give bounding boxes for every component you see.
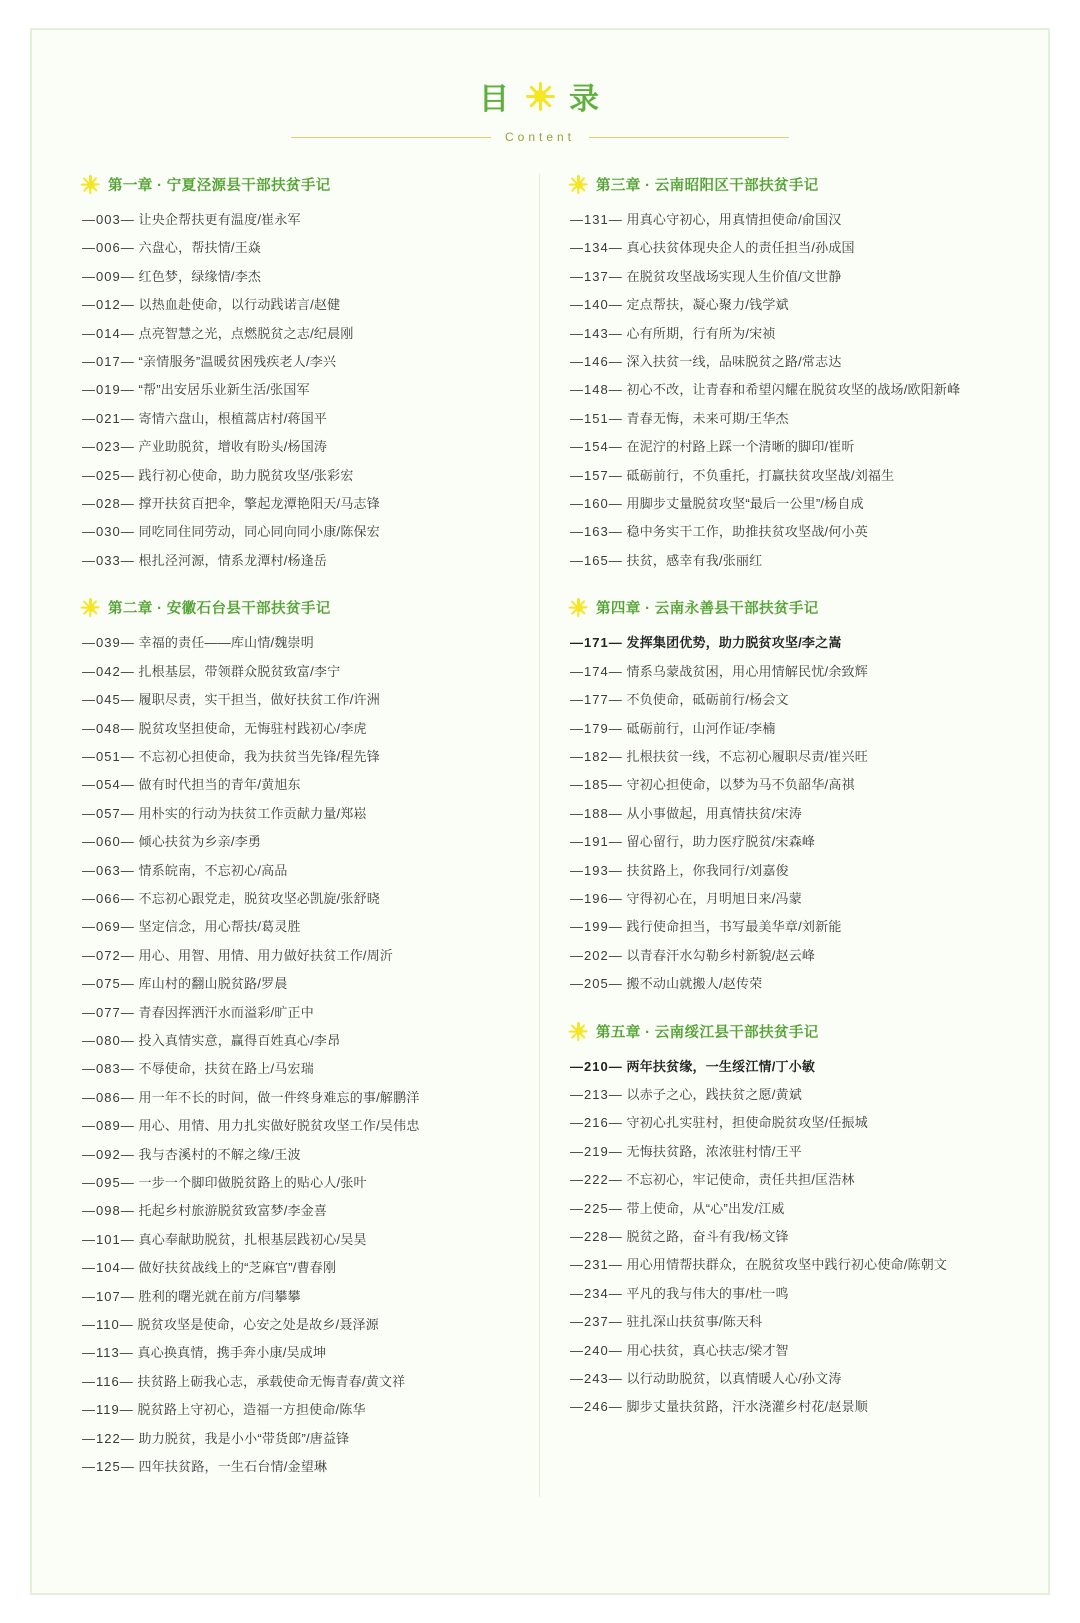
- toc-entry[interactable]: [570, 629, 998, 657]
- toc-entry-page: —021—: [82, 410, 135, 426]
- toc-entry-title: 用真心守初心，用真情担使命/俞国汉: [622, 212, 842, 227]
- toc-entry-page: —030—: [82, 524, 135, 540]
- chapter-block: [82, 597, 513, 1481]
- toc-entry[interactable]: [570, 320, 998, 348]
- toc-entry-title: 不负使命，砥砺前行/杨会文: [622, 692, 789, 708]
- toc-entry[interactable]: [82, 743, 513, 771]
- toc-entry-title: 用脚步丈量脱贫攻坚“最后一公里”/杨自成: [622, 496, 864, 512]
- toc-entry-page: —157—: [570, 467, 623, 483]
- toc-entry[interactable]: [82, 462, 513, 490]
- toc-entry-title: 在脱贫攻坚战场实现人生价值/文世静: [622, 268, 842, 284]
- toc-entry-title: 根扎泾河源，情系龙潭村/杨逢岳: [134, 552, 328, 568]
- toc-entry-page: —051—: [82, 748, 135, 764]
- toc-entry-page: —165—: [570, 552, 623, 568]
- toc-entry-page: —054—: [82, 777, 135, 793]
- toc-entry-page: —025—: [82, 467, 135, 483]
- toc-entry-page: —225—: [570, 1200, 623, 1216]
- toc-entry-title: 带上使命，从“心”出发/江威: [622, 1200, 785, 1216]
- toc-entry-page: —089—: [82, 1118, 135, 1134]
- toc-entry-title: 情系乌蒙战贫困，用心用情解民忧/余致辉: [622, 663, 868, 679]
- toc-entry[interactable]: [570, 800, 998, 828]
- toc-entry-page: —171—: [570, 635, 623, 651]
- toc-entry-title: 扎根基层，带领群众脱贫致富/李宁: [134, 663, 341, 679]
- toc-entry[interactable]: [570, 1109, 998, 1137]
- toc-entry[interactable]: [82, 490, 513, 518]
- toc-entry-page: —196—: [570, 890, 623, 906]
- toc-entry-page: —231—: [570, 1257, 623, 1273]
- toc-entry-title: 做有时代担当的青年/黄旭东: [134, 777, 301, 793]
- toc-entry[interactable]: [570, 1053, 998, 1081]
- toc-entry-page: —216—: [570, 1115, 623, 1131]
- toc-entry[interactable]: [570, 462, 998, 490]
- toc-entry[interactable]: [82, 1197, 513, 1225]
- toc-entry-title: 用一年不长的时间，做一件终身难忘的事/解鹏洋: [134, 1089, 420, 1105]
- toc-entry-page: —174—: [570, 663, 623, 679]
- toc-entry-page: —182—: [570, 748, 623, 764]
- chapter-title: 第一章 · 宁夏泾源县干部扶贫手记: [108, 178, 331, 194]
- toc-entry[interactable]: [82, 1141, 513, 1169]
- toc-entry-page: —199—: [570, 919, 623, 935]
- toc-entry-title: 不忘初心跟党走，脱贫攻坚必凯旋/张舒晓: [134, 890, 380, 906]
- chapter-heading[interactable]: [82, 174, 513, 195]
- content-frame: [30, 28, 1050, 1595]
- toc-entry-title: 无悔扶贫路，浓浓驻村情/王平: [622, 1143, 802, 1159]
- toc-entry[interactable]: [82, 320, 513, 348]
- toc-entry[interactable]: [570, 291, 998, 319]
- toc-entry-title: 践行初心使命，助力脱贫攻坚/张彩宏: [134, 467, 354, 483]
- toc-entry-page: —177—: [570, 692, 623, 708]
- toc-entry-page: —202—: [570, 947, 623, 963]
- toc-entry-title: 扶贫路上砺我心志，承载使命无悔青春/黄文祥: [133, 1373, 406, 1389]
- toc-entry-page: —023—: [82, 439, 135, 455]
- toc-entry-title: 撑开扶贫百把伞，擎起龙潭艳阳天/马志锋: [134, 496, 380, 512]
- chapter-heading[interactable]: [570, 597, 998, 618]
- toc-entry-title: 扶贫路上，你我同行/刘嘉俊: [622, 862, 789, 878]
- toc-entry-title: 以青春汗水勾勒乡村新貌/赵云峰: [622, 947, 816, 963]
- toc-entry-page: —017—: [82, 354, 135, 370]
- toc-entry-title: 砥砺前行，山河作证/李楠: [622, 720, 776, 736]
- toc-entry-title: 用心、用情、用力扎实做好脱贫攻坚工作/吴伟忠: [134, 1118, 420, 1134]
- toc-entry[interactable]: [82, 1396, 513, 1424]
- toc-entry[interactable]: [570, 857, 998, 885]
- toc-entry-page: —110—: [82, 1317, 134, 1333]
- toc-entry-page: —092—: [82, 1146, 135, 1162]
- toc-entry-title: 守初心担使命，以梦为马不负韶华/高祺: [622, 777, 855, 793]
- toc-entry-title: 用心扶贫，真心扶志/梁才智: [622, 1342, 789, 1358]
- toc-entry[interactable]: [570, 715, 998, 743]
- toc-entry-title: “帮”出安居乐业新生活/张国军: [134, 382, 310, 398]
- chapter-block: [570, 174, 998, 575]
- toc-entry[interactable]: [82, 1112, 513, 1140]
- toc-entry-title: 脱贫之路，奋斗有我/杨文锋: [622, 1229, 789, 1244]
- toc-entry[interactable]: [570, 1393, 998, 1421]
- toc-entry[interactable]: [570, 828, 998, 856]
- toc-entry-page: —003—: [82, 212, 135, 227]
- chapter-heading[interactable]: [570, 1021, 998, 1042]
- toc-column-left: [82, 174, 540, 1497]
- chapter-block: [570, 597, 998, 998]
- toc-entry-page: —151—: [570, 410, 623, 426]
- toc-entry-page: —012—: [82, 297, 135, 313]
- toc-entry[interactable]: [570, 970, 998, 998]
- toc-entry-page: —063—: [82, 862, 135, 878]
- toc-entry-page: —222—: [570, 1172, 623, 1188]
- chapter-title: 第五章 · 云南绥江县干部扶贫手记: [596, 1024, 819, 1041]
- toc-entry-page: —188—: [570, 805, 623, 821]
- toc-entry[interactable]: [82, 433, 513, 461]
- toc-entry[interactable]: [82, 913, 513, 941]
- toc-entry-page: —095—: [82, 1175, 135, 1190]
- toc-entry-page: —163—: [570, 524, 623, 540]
- toc-entry[interactable]: [82, 970, 513, 998]
- sun-icon: [570, 1023, 587, 1040]
- toc-entry-page: —193—: [570, 862, 623, 878]
- toc-entry-title: 我与杏溪村的不解之缘/王波: [134, 1146, 301, 1162]
- toc-entry[interactable]: [82, 1254, 513, 1282]
- sun-icon: [570, 176, 587, 193]
- toc-entry[interactable]: [570, 771, 998, 799]
- toc-entry[interactable]: [570, 743, 998, 771]
- toc-entry-page: —028—: [82, 496, 135, 512]
- toc-entry[interactable]: [82, 1453, 513, 1481]
- toc-entry-page: —213—: [570, 1086, 623, 1102]
- toc-entry-title: 真心扶贫体现央企人的责任担当/孙成国: [622, 240, 855, 256]
- toc-entry[interactable]: [570, 942, 998, 970]
- toc-entry-page: —143—: [570, 325, 623, 341]
- toc-entry-page: —148—: [570, 382, 623, 398]
- toc-entry-page: —228—: [570, 1229, 623, 1244]
- toc-entry[interactable]: [570, 1337, 998, 1365]
- toc-entry-title: 让央企帮扶更有温度/崔永军: [134, 212, 301, 227]
- toc-entry[interactable]: [82, 658, 513, 686]
- toc-entry-page: —107—: [82, 1288, 135, 1304]
- title-char-right: 录: [569, 83, 601, 116]
- toc-entry-title: “亲情服务”温暖贫困残疾老人/李兴: [134, 354, 337, 370]
- toc-entry-page: —098—: [82, 1203, 135, 1219]
- toc-entry[interactable]: [570, 1223, 998, 1251]
- toc-entry[interactable]: [570, 518, 998, 546]
- toc-entry-page: —219—: [570, 1143, 623, 1159]
- toc-entry[interactable]: [82, 234, 513, 262]
- toc-entry-page: —083—: [82, 1061, 135, 1077]
- toc-entry[interactable]: [82, 1027, 513, 1055]
- toc-entry-page: —246—: [570, 1399, 623, 1415]
- toc-entry[interactable]: [570, 1195, 998, 1223]
- toc-entry[interactable]: [570, 1081, 998, 1109]
- chapter-heading[interactable]: [82, 597, 513, 618]
- divider-right: [589, 137, 789, 138]
- toc-entry[interactable]: [82, 828, 513, 856]
- toc-entry-page: —146—: [570, 354, 623, 370]
- toc-entry[interactable]: [82, 771, 513, 799]
- toc-entry[interactable]: [570, 405, 998, 433]
- toc-entry[interactable]: [82, 1084, 513, 1112]
- toc-entry-page: —160—: [570, 496, 623, 512]
- toc-entry-title: 从小事做起，用真情扶贫/宋涛: [622, 805, 802, 821]
- toc-entry-page: —234—: [570, 1285, 623, 1301]
- toc-entry-page: —080—: [82, 1032, 135, 1048]
- sun-icon: [527, 83, 553, 109]
- toc-entry-title: 脚步丈量扶贫路，汗水浇灌乡村花/赵景顺: [622, 1399, 868, 1415]
- toc-entry-title: 一步一个脚印做脱贫路上的贴心人/张叶: [134, 1175, 367, 1190]
- toc-entry-page: —113—: [82, 1345, 134, 1361]
- toc-entry-page: —006—: [82, 240, 135, 256]
- toc-entry-title: 红色梦，绿缘情/李杰: [134, 268, 262, 284]
- toc-entry-page: —042—: [82, 663, 135, 679]
- toc-entry-page: —072—: [82, 947, 135, 963]
- toc-entry[interactable]: [570, 885, 998, 913]
- toc-entry[interactable]: [82, 800, 513, 828]
- toc-entry-title: 驻扎深山扶贫事/陈天科: [622, 1314, 763, 1330]
- toc-entry-title: 真心奉献助脱贫，扎根基层践初心/吴昊: [134, 1231, 367, 1247]
- toc-entry[interactable]: [570, 348, 998, 376]
- toc-entry[interactable]: [82, 1368, 513, 1396]
- toc-entry-title: 不辱使命，扶贫在路上/马宏瑞: [134, 1061, 314, 1077]
- toc-entry-title: 脱贫攻坚担使命，无悔驻村践初心/李虎: [134, 720, 367, 736]
- toc-entry-page: —075—: [82, 976, 135, 992]
- toc-entry[interactable]: [82, 999, 513, 1027]
- page-title: [66, 74, 1014, 118]
- toc-entry[interactable]: [570, 1251, 998, 1279]
- toc-entry-title: 践行使命担当，书写最美华章/刘新能: [622, 919, 842, 935]
- sun-icon: [82, 599, 99, 616]
- toc-entry-page: —077—: [82, 1004, 135, 1020]
- toc-entry[interactable]: [82, 1283, 513, 1311]
- toc-entry[interactable]: [82, 1339, 513, 1367]
- toc-column-right: [540, 174, 998, 1497]
- toc-entry-title: 搬不动山就搬人/赵传荣: [622, 976, 763, 992]
- toc-entry-page: —191—: [570, 834, 623, 850]
- toc-entry-title: 定点帮扶，凝心聚力/钱学斌: [622, 297, 789, 313]
- toc-entry-title: 做好扶贫战线上的“芝麻官”/曹春刚: [134, 1260, 337, 1276]
- toc-entry[interactable]: [570, 1280, 998, 1308]
- toc-entry[interactable]: [570, 1365, 998, 1393]
- toc-entry-title: 扎根扶贫一线，不忘初心履职尽责/崔兴旺: [622, 748, 868, 764]
- toc-entry-title: 心有所期，行有所为/宋祯: [622, 325, 776, 341]
- toc-entry-page: —125—: [82, 1459, 135, 1475]
- toc-entry-title: 真心换真情，携手奔小康/吴成坤: [133, 1345, 327, 1361]
- toc-entry[interactable]: [82, 885, 513, 913]
- toc-entry-page: —122—: [82, 1430, 135, 1446]
- chapter-block: [82, 174, 513, 575]
- toc-entry-page: —119—: [82, 1402, 134, 1418]
- title-char-left: 目: [479, 83, 511, 116]
- toc-entry-page: —104—: [82, 1260, 135, 1276]
- toc-columns: [66, 174, 1014, 1497]
- toc-entry-title: 在泥泞的村路上踩一个清晰的脚印/崔昕: [622, 439, 855, 455]
- toc-entry-title: 以热血赴使命，以行动践诺言/赵健: [134, 297, 341, 313]
- toc-entry-title: 扶贫，感幸有我/张丽红: [622, 552, 763, 568]
- toc-entry[interactable]: [82, 1311, 513, 1339]
- chapter-block: [570, 1021, 998, 1422]
- toc-entry[interactable]: [82, 405, 513, 433]
- toc-entry-title: 投入真情实意，赢得百姓真心/李昂: [134, 1032, 341, 1048]
- toc-entry[interactable]: [570, 206, 998, 234]
- toc-entry[interactable]: [82, 1169, 513, 1197]
- toc-entry-page: —048—: [82, 720, 135, 736]
- chapter-title: 第二章 · 安徽石台县干部扶贫手记: [108, 601, 331, 618]
- toc-entry-title: 倾心扶贫为乡亲/李勇: [134, 834, 262, 850]
- toc-entry[interactable]: [570, 1138, 998, 1166]
- toc-entry[interactable]: [82, 291, 513, 319]
- toc-entry[interactable]: [82, 348, 513, 376]
- toc-entry[interactable]: [82, 629, 513, 657]
- toc-entry-page: —140—: [570, 297, 623, 313]
- subtitle-row: [66, 130, 1014, 144]
- toc-entry-title: 情系皖南，不忘初心/高品: [134, 862, 288, 878]
- toc-entry[interactable]: [570, 1308, 998, 1336]
- toc-entry[interactable]: [82, 1226, 513, 1254]
- toc-entry-title: 用朴实的行动为扶贫工作贡献力量/郑崧: [134, 805, 367, 821]
- toc-entry-page: —240—: [570, 1342, 623, 1358]
- toc-entry-title: 寄情六盘山，根植蒿店村/蒋国平: [134, 410, 328, 426]
- toc-entry[interactable]: [82, 1055, 513, 1083]
- toc-entry-title: 坚定信念，用心帮扶/葛灵胜: [134, 919, 301, 935]
- toc-entry-title: 青春因挥洒汗水而溢彩/旷正中: [134, 1004, 314, 1020]
- toc-entry[interactable]: [570, 490, 998, 518]
- toc-entry[interactable]: [570, 913, 998, 941]
- subtitle-label: Content: [504, 130, 576, 144]
- toc-entry-title: 产业助脱贫，增收有盼头/杨国涛: [134, 439, 328, 455]
- toc-entry[interactable]: [82, 1425, 513, 1453]
- toc-entry-title: 留心留行，助力医疗脱贫/宋森峰: [622, 834, 816, 850]
- toc-entry-page: —237—: [570, 1314, 623, 1330]
- toc-entry-title: 守初心扎实驻村，担使命脱贫攻坚/任振城: [622, 1115, 868, 1131]
- toc-entry-title: 不忘初心，牢记使命，责任共担/匡浩林: [622, 1172, 855, 1188]
- toc-entry-title: 点亮智慧之光，点燃脱贫之志/纪晨刚: [134, 325, 354, 341]
- toc-entry-title: 深入扶贫一线，品味脱贫之路/常志达: [622, 354, 842, 370]
- toc-entry-page: —019—: [82, 382, 135, 398]
- toc-entry-page: —205—: [570, 976, 623, 992]
- toc-entry[interactable]: [570, 686, 998, 714]
- toc-entry-page: —069—: [82, 919, 135, 935]
- toc-entry-title: 托起乡村旅游脱贫致富梦/李金喜: [134, 1203, 328, 1219]
- toc-entry-title: 脱贫攻坚是使命，心安之处是故乡/聂泽源: [133, 1317, 379, 1333]
- toc-entry-page: —057—: [82, 805, 135, 821]
- chapter-title: 第三章 · 云南昭阳区干部扶贫手记: [596, 178, 819, 194]
- toc-entry[interactable]: [82, 206, 513, 234]
- toc-entry-title: 两年扶贫缘，一生绥江情/丁小敏: [622, 1058, 816, 1074]
- toc-entry-page: —154—: [570, 439, 623, 455]
- toc-entry-page: —243—: [570, 1371, 623, 1387]
- toc-entry-title: 幸福的责任——库山情/魏崇明: [134, 635, 314, 651]
- divider-left: [291, 137, 491, 138]
- toc-entry[interactable]: [570, 433, 998, 461]
- toc-entry-title: 不忘初心担使命，我为扶贫当先锋/程先锋: [134, 748, 380, 764]
- toc-entry-page: —116—: [82, 1373, 134, 1389]
- toc-entry-title: 用心、用智、用情、用力做好扶贫工作/周沂: [134, 947, 394, 963]
- toc-entry-page: —014—: [82, 325, 135, 341]
- toc-entry-title: 发挥集团优势，助力脱贫攻坚/李之嵩: [622, 635, 842, 651]
- toc-entry[interactable]: [570, 658, 998, 686]
- toc-entry-title: 脱贫路上守初心，造福一方担使命/陈华: [133, 1402, 366, 1418]
- toc-entry-page: —033—: [82, 552, 135, 568]
- toc-entry[interactable]: [570, 263, 998, 291]
- toc-entry[interactable]: [82, 715, 513, 743]
- toc-entry-title: 履职尽责，实干担当，做好扶贫工作/许洲: [134, 692, 380, 708]
- toc-entry-page: —134—: [570, 240, 623, 256]
- toc-entry-page: —086—: [82, 1089, 135, 1105]
- toc-entry-title: 平凡的我与伟大的事/杜一鸣: [622, 1285, 789, 1301]
- toc-entry-title: 守得初心在，月明旭日来/冯蒙: [622, 890, 802, 906]
- toc-entry[interactable]: [82, 942, 513, 970]
- toc-entry-page: —009—: [82, 268, 135, 284]
- toc-entry-page: —185—: [570, 777, 623, 793]
- toc-entry-page: —137—: [570, 268, 623, 284]
- toc-entry-title: 助力脱贫，我是小小“带货郎”/唐益锋: [134, 1430, 350, 1446]
- toc-entry-title: 同吃同住同劳动，同心同向同小康/陈保宏: [134, 524, 380, 540]
- toc-entry[interactable]: [82, 263, 513, 291]
- toc-entry-title: 初心不改，让青春和希望闪耀在脱贫攻坚的战场/欧阳新峰: [622, 382, 961, 398]
- toc-entry-page: —210—: [570, 1058, 623, 1074]
- sun-icon: [570, 599, 587, 616]
- toc-entry[interactable]: [82, 547, 513, 575]
- toc-entry-title: 六盘心，帮扶情/王焱: [134, 240, 262, 256]
- toc-entry-title: 四年扶贫路，一生石台情/金望琳: [134, 1459, 328, 1475]
- toc-entry[interactable]: [82, 857, 513, 885]
- toc-entry-page: —131—: [570, 212, 623, 227]
- toc-entry[interactable]: [570, 547, 998, 575]
- chapter-title: 第四章 · 云南永善县干部扶贫手记: [596, 601, 819, 618]
- toc-entry[interactable]: [570, 376, 998, 404]
- toc-entry-page: —045—: [82, 692, 135, 708]
- toc-entry-title: 库山村的翻山脱贫路/罗晨: [134, 976, 288, 992]
- toc-entry-title: 砥砺前行，不负重托，打赢扶贫攻坚战/刘福生: [622, 467, 895, 483]
- toc-entry[interactable]: [82, 376, 513, 404]
- toc-entry-title: 用心用情帮扶群众，在脱贫攻坚中践行初心使命/陈朝文: [622, 1257, 948, 1273]
- chapter-heading[interactable]: [570, 174, 998, 195]
- toc-entry-title: 以赤子之心，践扶贫之愿/黄斌: [622, 1086, 802, 1102]
- toc-entry-page: —039—: [82, 635, 135, 651]
- toc-entry-page: —066—: [82, 890, 135, 906]
- toc-entry-title: 胜利的曙光就在前方/闫攀攀: [134, 1288, 301, 1304]
- toc-entry-title: 青春无悔，未来可期/王华杰: [622, 410, 789, 426]
- sun-icon: [82, 176, 99, 193]
- toc-entry[interactable]: [82, 518, 513, 546]
- toc-entry-page: —101—: [82, 1231, 135, 1247]
- toc-entry-title: 稳中务实干工作，助推扶贫攻坚战/何小英: [622, 524, 868, 540]
- toc-entry[interactable]: [570, 234, 998, 262]
- toc-entry-page: —179—: [570, 720, 623, 736]
- toc-entry-title: 以行动助脱贫，以真情暖人心/孙文涛: [622, 1371, 842, 1387]
- toc-entry[interactable]: [570, 1166, 998, 1194]
- toc-entry-page: —060—: [82, 834, 135, 850]
- toc-entry[interactable]: [82, 686, 513, 714]
